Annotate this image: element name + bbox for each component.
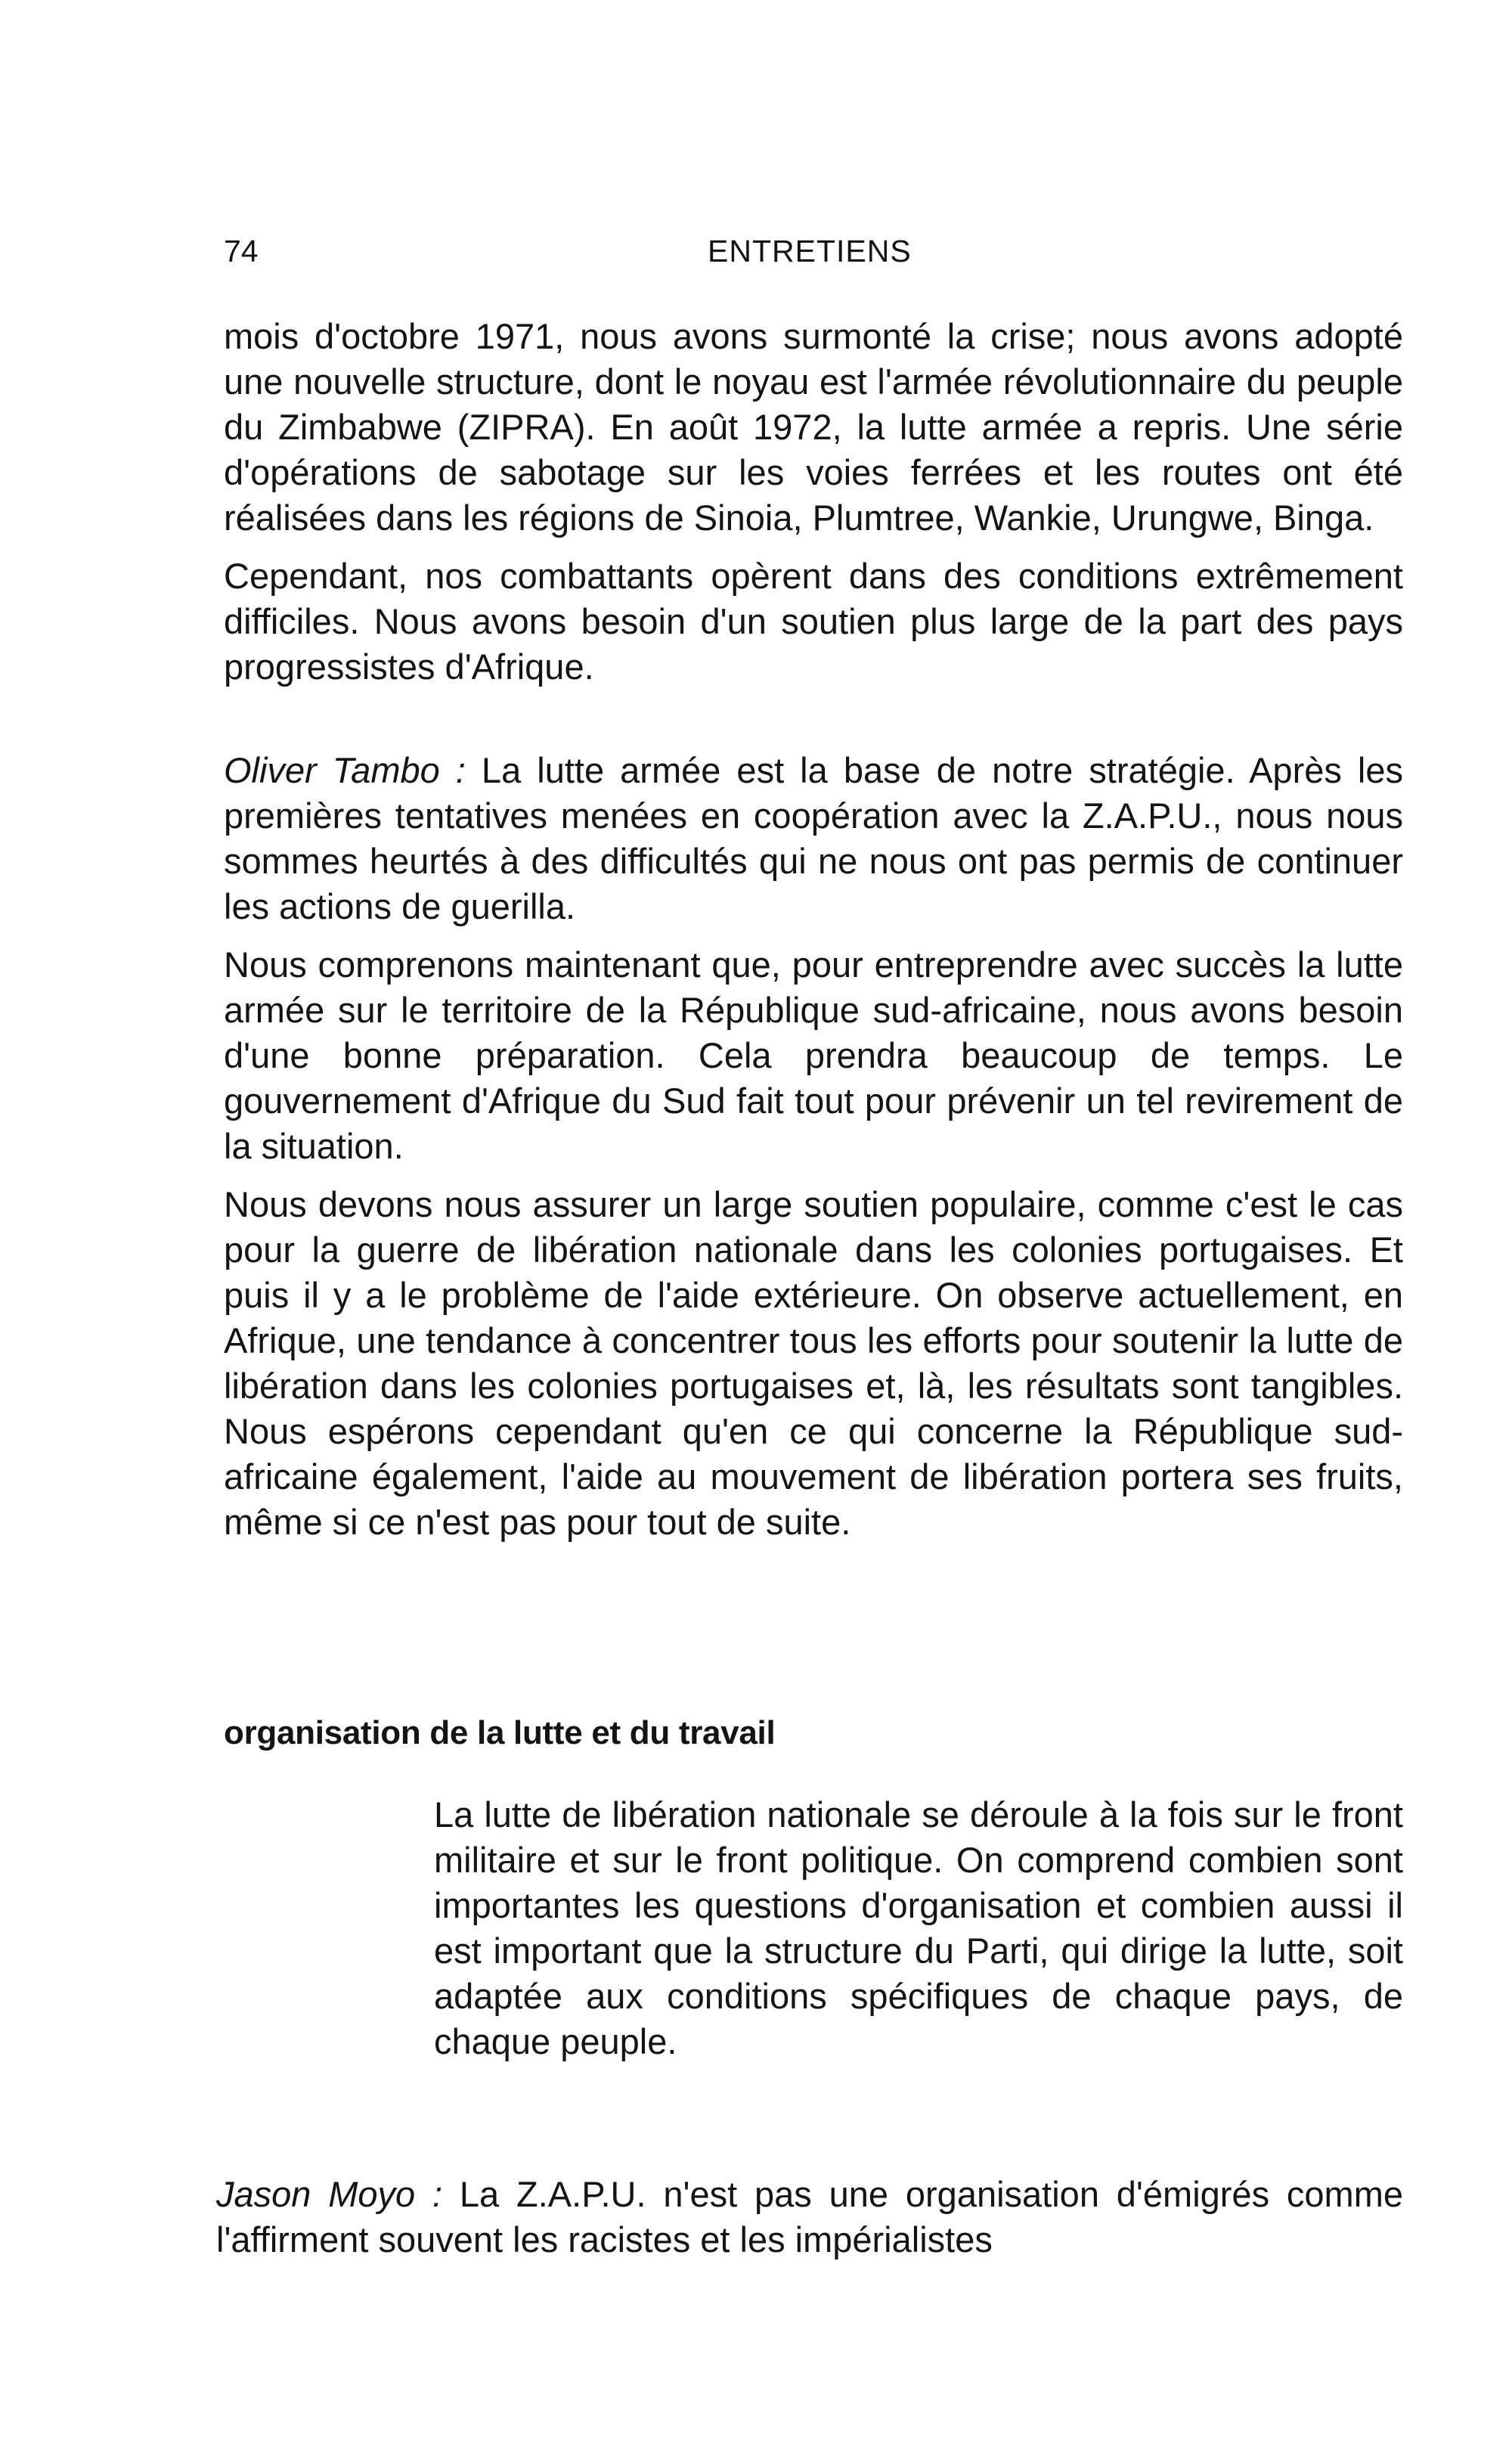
page-number: 74 — [224, 234, 259, 268]
paragraph-2 — [224, 554, 1403, 690]
paragraph-5 — [224, 1182, 1403, 1545]
paragraph-3 — [224, 748, 1403, 929]
section-intro — [434, 1792, 1403, 2064]
paragraph-3-text: La lutte armée est la base de notre stratégie. Après les premières tentatives menées en coopération avec la Z.A.P.U., nous nous sommes heurtés à des difficultés qui ne nous ont pas permis de continuer les actions de guerilla. — [224, 750, 1404, 926]
paragraph-1-text: mois d'octobre 1971, nous avons surmonté la crise; nous avons adopté une nouvelle structure, dont le noyau est l'armée révolutionnaire du peuple du Zimbabwe (ZIPRA). En août 1972, la lutte armée a repris. Une série d'opérations de sabotage sur les voies ferrées et les routes ont été réalisées dans les régions de Sinoia, Plumtree, Wankie, Urungwe, Binga. — [224, 316, 1403, 538]
body-text — [224, 314, 1403, 1558]
paragraph-5-text: Nous devons nous assurer un large soutien populaire, comme c'est le cas pour la guerre de libération nationale dans les colonies portugaises. Et puis il y a le problème de l'aide extérieure. On observe actuellement, en Afrique, une tendance à concentrer tous les efforts pour soutenir la lutte de libération dans les colonies portugaises et, là, les résultats sont tangibles. Nous espérons cependant qu'en ce qui concerne la République sud-africaine également, l'aide au mouvement de libération portera ses fruits, même si ce n'est pas pour tout de suite. — [224, 1184, 1403, 1542]
speaker-name: Oliver Tambo : — [224, 750, 466, 790]
section-heading: organisation de la lutte et du travail — [224, 1714, 776, 1751]
section-intro-text: La lutte de libération nationale se déroule à la fois sur le front militaire et sur le front politique. On comprend combien sont importantes les questions d'organisation et combien aussi il est important que la structure du Parti, qui dirige la lutte, soit adaptée aux conditions spécifiques de chaque pays, de chaque peuple. — [434, 1794, 1403, 2061]
running-title: ENTRETIENS — [708, 234, 912, 268]
final-paragraph-text: La Z.A.P.U. n'est pas une organisation d'émigrés comme l'affirment souvent les racistes et les impérialistes — [216, 2174, 1403, 2259]
running-header — [224, 228, 1403, 274]
speaker-name: Jason Moyo : — [216, 2174, 443, 2214]
paragraph-4-text: Nous comprenons maintenant que, pour entreprendre avec succès la lutte armée sur le territoire de la République sud-africaine, nous avons besoin d'une bonne préparation. Cela prendra beaucoup de temps. Le gouvernement d'Afrique du Sud fait tout pour prévenir un tel revirement de la situation. — [224, 944, 1403, 1166]
paragraph-4 — [224, 942, 1403, 1169]
final-paragraph — [216, 2172, 1403, 2263]
paragraph-1 — [224, 314, 1403, 541]
paragraph-2-text: Cependant, nos combattants opèrent dans des conditions extrêmement difficiles. Nous avons besoin d'un soutien plus large de la part des pays progressistes d'Afrique. — [224, 556, 1403, 687]
